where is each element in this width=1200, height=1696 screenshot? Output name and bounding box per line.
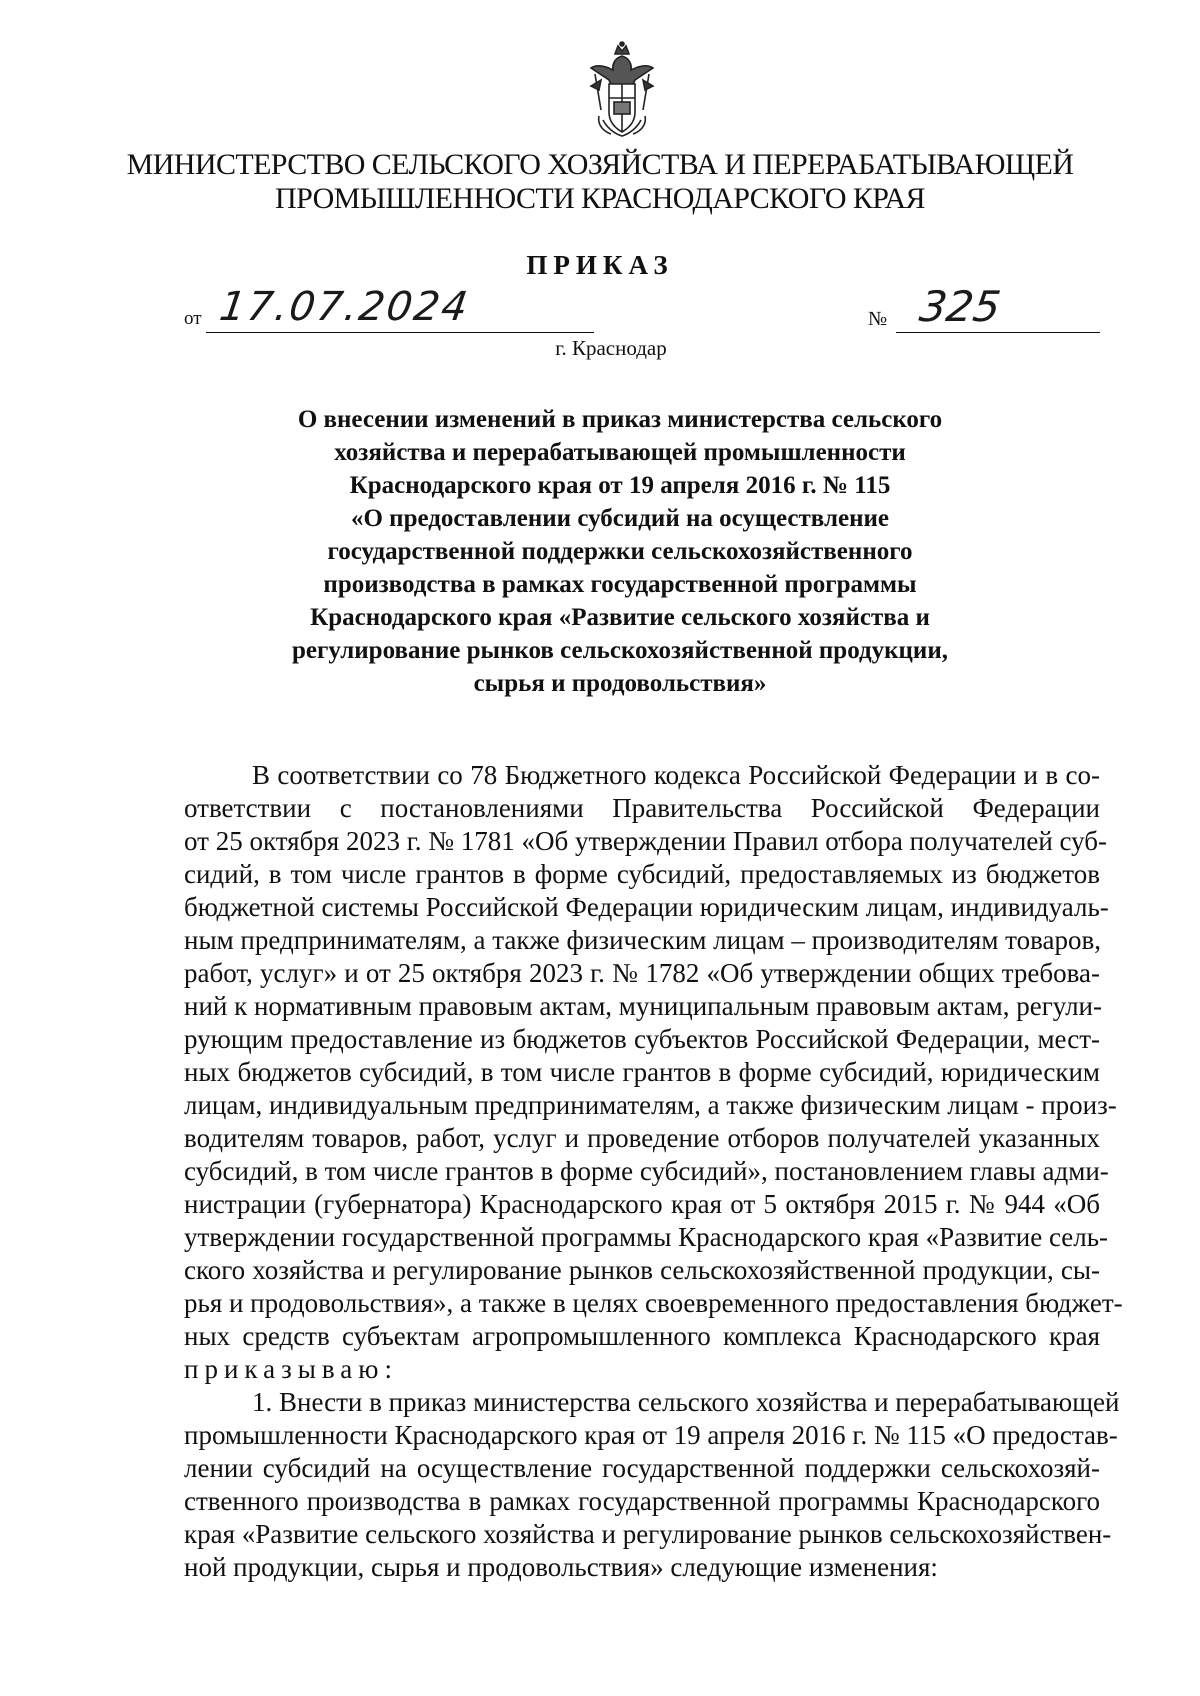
- handwritten-date: 17.07.2024: [216, 284, 473, 330]
- body-line: рующим предоставление из бюджетов субъектов Российской Федерации, мест-: [184, 1024, 1100, 1054]
- subject-line: Краснодарского края от 19 апреля 2016 г. № 115: [349, 472, 891, 499]
- subject-line: Краснодарского края «Развитие сельского хозяйства и: [310, 604, 930, 631]
- order-body: [184, 759, 1123, 1584]
- date-underline: [206, 332, 594, 333]
- body-line: промышленности Краснодарского края от 19 апреля 2016 г. № 115 «О предостав-: [184, 1420, 1118, 1450]
- body-line: водителям товаров, работ, услуг и проведение отборов получателей указанных: [184, 1123, 1100, 1153]
- order-subject: [240, 403, 1000, 700]
- body-line: субсидий, в том числе грантов в форме субсидий», постановлением главы адми-: [184, 1156, 1109, 1186]
- body-line: ского хозяйства и регулирование рынков сельскохозяйственной продукции, сы-: [184, 1255, 1100, 1285]
- subject-line: производства в рамках государственной программы: [323, 571, 917, 598]
- body-line: утверждении государственной программы Краснодарского края «Развитие сель-: [184, 1222, 1109, 1252]
- order-number: [868, 282, 1100, 338]
- ministry-name-line-2: ПРОМЫШЛЕННОСТИ КРАСНОДАРСКОГО КРАЯ: [275, 182, 925, 215]
- body-line: ной продукции, сырья и продовольствия» следующие изменения:: [184, 1552, 938, 1582]
- number-prefix: №: [868, 308, 888, 330]
- body-line: ственного производства в рамках государственной программы Краснодарского: [184, 1486, 1100, 1516]
- body-line: ных средств субъектам агропромышленного комплекса Краснодарского края: [184, 1321, 1100, 1351]
- body-line: 1. Внести в приказ министерства сельского хозяйства и перерабатывающей: [252, 1387, 1120, 1417]
- ministry-name-line-1: МИНИСТЕРСТВО СЕЛЬСКОГО ХОЗЯЙСТВА И ПЕРЕРАБАТЫВАЮЩЕЙ: [126, 148, 1074, 181]
- document-type-title: ПРИКАЗ: [526, 250, 674, 280]
- body-line: лицам, индивидуальным предпринимателям, а также физическим лицам - произ-: [184, 1090, 1117, 1120]
- subject-line: хозяйства и перерабатывающей промышленности: [334, 439, 906, 466]
- subject-line: О внесении изменений в приказ министерства сельского: [297, 406, 943, 433]
- krasnodar-coat-of-arms-icon: [585, 40, 659, 140]
- subject-line: «О предоставлении субсидий на осуществление: [350, 505, 889, 532]
- order-word: приказываю:: [184, 1354, 398, 1384]
- body-line: В соответствии со 78 Бюджетного кодекса Российской Федерации и в со-: [252, 760, 1100, 790]
- body-line: от 25 октября 2023 г. № 1781 «Об утверждении Правил отбора получателей суб-: [184, 826, 1108, 856]
- handwritten-number: 325: [916, 282, 1004, 331]
- body-line: работ, услуг» и от 25 октября 2023 г. № 1782 «Об утверждении общих требова-: [184, 958, 1100, 988]
- subject-line: регулирование рынков сельскохозяйственной продукции,: [292, 637, 948, 664]
- date-prefix: от: [184, 308, 202, 329]
- body-line: ных бюджетов субсидий, в том числе грантов в форме субсидий, юридическим: [184, 1057, 1100, 1087]
- order-date: [184, 284, 604, 338]
- body-line: ответствии с постановлениями Правительства Российской Федерации: [184, 793, 1100, 823]
- subject-line: сырья и продовольствия»: [473, 670, 767, 697]
- city-label: г. Краснодар: [555, 336, 667, 360]
- body-line: нистрации (губернатора) Краснодарского края от 5 октября 2015 г. № 944 «Об: [184, 1189, 1100, 1219]
- body-line: сидий, в том числе грантов в форме субсидий, предоставляемых из бюджетов: [184, 859, 1100, 889]
- body-line: ний к нормативным правовым актам, муниципальным правовым актам, регули-: [184, 991, 1102, 1021]
- body-line: бюджетной системы Российской Федерации юридическим лицам, индивидуаль-: [184, 892, 1109, 922]
- body-line: рья и продовольствия», а также в целях своевременного предоставления бюджет-: [184, 1288, 1123, 1318]
- body-line: лении субсидий на осуществление государственной поддержки сельскохозяй-: [184, 1453, 1100, 1483]
- subject-line: государственной поддержки сельскохозяйственного: [327, 538, 913, 565]
- ministry-name: [120, 148, 1080, 216]
- body-line: ным предпринимателям, а также физическим лицам – производителям товаров,: [184, 925, 1101, 955]
- body-line: края «Развитие сельского хозяйства и регулирование рынков сельскохозяйствен-: [184, 1519, 1112, 1549]
- number-underline: [896, 332, 1100, 333]
